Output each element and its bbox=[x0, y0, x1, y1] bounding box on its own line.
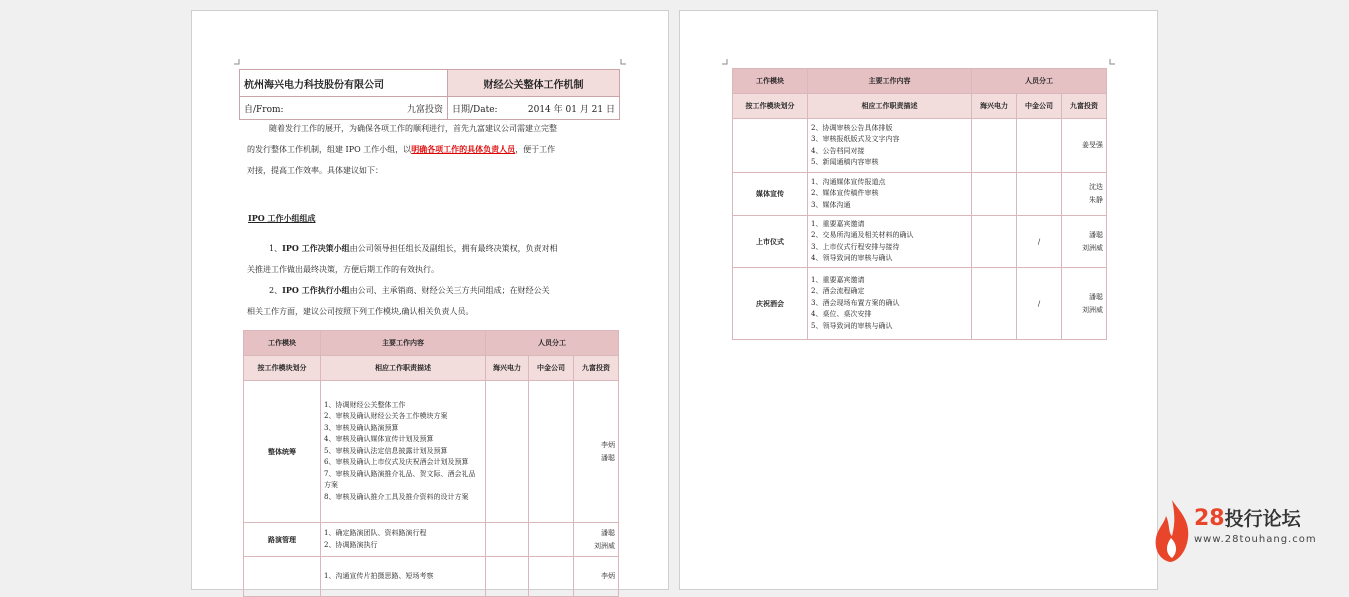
jiufu-cell bbox=[1062, 119, 1107, 173]
haixing-cell bbox=[972, 119, 1017, 173]
description-cell bbox=[808, 268, 972, 340]
header-module: 工作模块 bbox=[733, 69, 808, 94]
table-row bbox=[244, 557, 619, 597]
crop-mark bbox=[722, 59, 732, 69]
list-item-1: 1、IPO 工作决策小组由公司领导担任组长及副组长，拥有最终决策权，负责对相 关推进工作做出最终决策，方便后期工作的有效执行。 bbox=[247, 243, 558, 274]
description-line: 8、审核及确认推介工具及推介资料的设计方案 bbox=[324, 492, 469, 501]
description-line: 2、交易所沟通及相关材料的确认 bbox=[811, 231, 914, 239]
header-jiufu: 九富投资 bbox=[1062, 94, 1107, 119]
intro-line-3: 对接，提高工作效率。具体建议如下： bbox=[247, 166, 383, 175]
description-line: 3、审核及确认路演预算 bbox=[324, 423, 399, 432]
header-module: 工作模块 bbox=[244, 331, 321, 356]
zhongjin-cell bbox=[529, 381, 574, 523]
crop-mark bbox=[234, 59, 244, 69]
description-line: 5、领导致词的审核与确认 bbox=[811, 321, 893, 330]
header-description: 相应工作职责描述 bbox=[808, 94, 972, 119]
item2-title: IPO 工作执行小组 bbox=[282, 285, 350, 295]
person-name: 潘聪 bbox=[601, 453, 616, 462]
jiufu-cell bbox=[574, 381, 619, 523]
intro-paragraph bbox=[247, 118, 609, 181]
haixing-cell bbox=[486, 557, 529, 597]
description-cell bbox=[321, 523, 486, 557]
zhongjin-cell bbox=[1017, 173, 1062, 216]
item1-title: IPO 工作决策小组 bbox=[282, 243, 350, 253]
document-page-2 bbox=[679, 10, 1158, 590]
company-name: 杭州海兴电力科技股份有限公司 bbox=[240, 70, 448, 97]
description-line: 6、审核及确认上市仪式及庆祝酒会计划及预算 bbox=[324, 458, 469, 467]
description-line: 4、公告档同对接 bbox=[811, 146, 865, 155]
flame-icon bbox=[1152, 498, 1192, 564]
description-line: 3、审核报纸版式及文字内容 bbox=[811, 135, 900, 143]
description-cell bbox=[808, 216, 972, 268]
description-line: 1、沟通媒体宣传报道点 bbox=[811, 177, 886, 186]
description-cell bbox=[808, 173, 972, 216]
description-cell bbox=[321, 381, 486, 523]
table-row bbox=[244, 381, 619, 523]
description-line: 4、领导致词的审核与确认 bbox=[811, 254, 893, 262]
forum-watermark bbox=[1148, 496, 1338, 566]
description-line: 2、协调路演执行 bbox=[324, 540, 378, 549]
work-division-table-continued bbox=[732, 68, 1107, 340]
zhongjin-cell: / bbox=[1017, 216, 1062, 268]
table-row bbox=[733, 173, 1107, 216]
forum-title: 28投行论坛 bbox=[1194, 506, 1301, 531]
table-row bbox=[733, 119, 1107, 173]
haixing-cell bbox=[972, 216, 1017, 268]
description-line: 5、新闻通稿内容审核 bbox=[811, 158, 879, 166]
header-zhongjin: 中金公司 bbox=[529, 356, 574, 381]
header-jiufu: 九富投资 bbox=[574, 356, 619, 381]
person-name: 姜旻强 bbox=[1082, 141, 1104, 149]
description-line: 2、审核及确认财经公关各工作模块方案 bbox=[324, 412, 448, 421]
header-content: 主要工作内容 bbox=[808, 69, 972, 94]
date-label: 日期/Date: bbox=[452, 104, 498, 115]
person-name: 沈迭 bbox=[1089, 183, 1104, 191]
haixing-cell bbox=[486, 523, 529, 557]
description-line: 2、酒会流程确定 bbox=[811, 287, 865, 296]
haixing-cell bbox=[486, 381, 529, 523]
person-name: 刘洲威 bbox=[594, 541, 616, 550]
description-line: 1、重要嘉宾邀请 bbox=[811, 219, 865, 228]
document-page-1 bbox=[191, 10, 669, 590]
person-name: 朱静 bbox=[1089, 196, 1104, 204]
person-name: 李炳 bbox=[601, 440, 616, 449]
description-line: 4、桌位、桌次安排 bbox=[811, 310, 872, 319]
header-haixing: 海兴电力 bbox=[972, 94, 1017, 119]
section-title: IPO 工作小组组成 bbox=[248, 213, 316, 223]
jiufu-cell bbox=[574, 523, 619, 557]
intro-line-2: 的发行整体工作机制，组建 IPO 工作小组，以明确各项工作的具体负责人员，便于工作 bbox=[247, 144, 556, 154]
header-haixing: 海兴电力 bbox=[486, 356, 529, 381]
header-division: 按工作模块划分 bbox=[244, 356, 321, 381]
work-division-table bbox=[243, 330, 619, 597]
description-cell bbox=[808, 119, 972, 173]
description-line: 7、审核及确认路演推介礼品、贺文际、酒会礼品方案 bbox=[324, 469, 476, 490]
description-line: 1、重要嘉宾邀请 bbox=[811, 275, 865, 284]
date-value: 2014 年 01 月 21 日 bbox=[527, 104, 615, 115]
description-line: 3、上市仪式行程安排与接待 bbox=[811, 242, 900, 251]
crop-mark bbox=[616, 59, 626, 69]
person-name: 潘聪 bbox=[1089, 230, 1104, 239]
from-label: 自/From: bbox=[244, 104, 284, 115]
module-cell: 路演管理 bbox=[244, 523, 321, 557]
person-name: 李炳 bbox=[601, 572, 616, 580]
person-name: 潘聪 bbox=[601, 528, 616, 537]
zhongjin-cell bbox=[529, 557, 574, 597]
module-cell bbox=[244, 557, 321, 597]
forum-url: www.28touhang.com bbox=[1194, 534, 1317, 545]
from-value: 九富投资 bbox=[406, 104, 443, 115]
header-description: 相应工作职责描述 bbox=[321, 356, 486, 381]
zhongjin-cell: / bbox=[1017, 268, 1062, 340]
from-cell bbox=[240, 97, 448, 120]
header-content: 主要工作内容 bbox=[321, 331, 486, 356]
description-line: 5、审核及确认法定信息披露计划及预算 bbox=[324, 446, 448, 455]
description-cell bbox=[321, 557, 486, 597]
description-line: 2、协调审核公告具体排版 bbox=[811, 123, 893, 132]
jiufu-cell bbox=[574, 557, 619, 597]
module-cell: 上市仪式 bbox=[733, 216, 808, 268]
haixing-cell bbox=[972, 173, 1017, 216]
description-line: 1、确定路演团队、资料路演行程 bbox=[324, 529, 427, 537]
person-name: 刘洲威 bbox=[1082, 243, 1104, 252]
module-cell: 整体统筹 bbox=[244, 381, 321, 523]
jiufu-cell bbox=[1062, 173, 1107, 216]
person-name: 刘洲威 bbox=[1082, 305, 1104, 314]
header-zhongjin: 中金公司 bbox=[1017, 94, 1062, 119]
header-staff: 人员分工 bbox=[486, 331, 619, 356]
intro-line-1: 随着发行工作的展开，为确保各项工作的顺利进行，首先九富建议公司需建立完整 bbox=[269, 124, 557, 133]
description-line: 1、协调财经公关整体工作 bbox=[324, 400, 406, 409]
description-line: 1、沟通宣传片拍摄思路、短场考察 bbox=[324, 571, 434, 580]
emphasis-text: 明确各项工作的具体负责人员 bbox=[411, 144, 516, 154]
description-line: 3、酒会现场布置方案的确认 bbox=[811, 298, 900, 307]
module-cell bbox=[733, 119, 808, 173]
header-staff: 人员分工 bbox=[972, 69, 1107, 94]
table-row bbox=[733, 216, 1107, 268]
table-row bbox=[733, 268, 1107, 340]
list-item-2: 2、IPO 工作执行小组由公司、主承销商、财经公关三方共同组成；在财经公关 相关工作方面，建议公司按照下列工作模块,确认相关负责人员。 bbox=[247, 285, 550, 316]
table-row bbox=[244, 523, 619, 557]
description-line: 3、媒体沟通 bbox=[811, 200, 851, 209]
jiufu-cell bbox=[1062, 268, 1107, 340]
description-line: 2、媒体宣传稿件审核 bbox=[811, 189, 879, 198]
module-cell: 庆祝酒会 bbox=[733, 268, 808, 340]
jiufu-cell bbox=[1062, 216, 1107, 268]
haixing-cell bbox=[972, 268, 1017, 340]
zhongjin-cell bbox=[529, 523, 574, 557]
person-name: 潘聪 bbox=[1089, 292, 1104, 301]
header-division: 按工作模块划分 bbox=[733, 94, 808, 119]
zhongjin-cell bbox=[1017, 119, 1062, 173]
module-cell: 媒体宣传 bbox=[733, 173, 808, 216]
description-line: 4、审核及确认媒体宣传计划及预算 bbox=[324, 435, 434, 444]
document-title: 财经公关整体工作机制 bbox=[448, 70, 620, 97]
date-cell bbox=[448, 97, 620, 120]
memo-header bbox=[239, 69, 620, 120]
